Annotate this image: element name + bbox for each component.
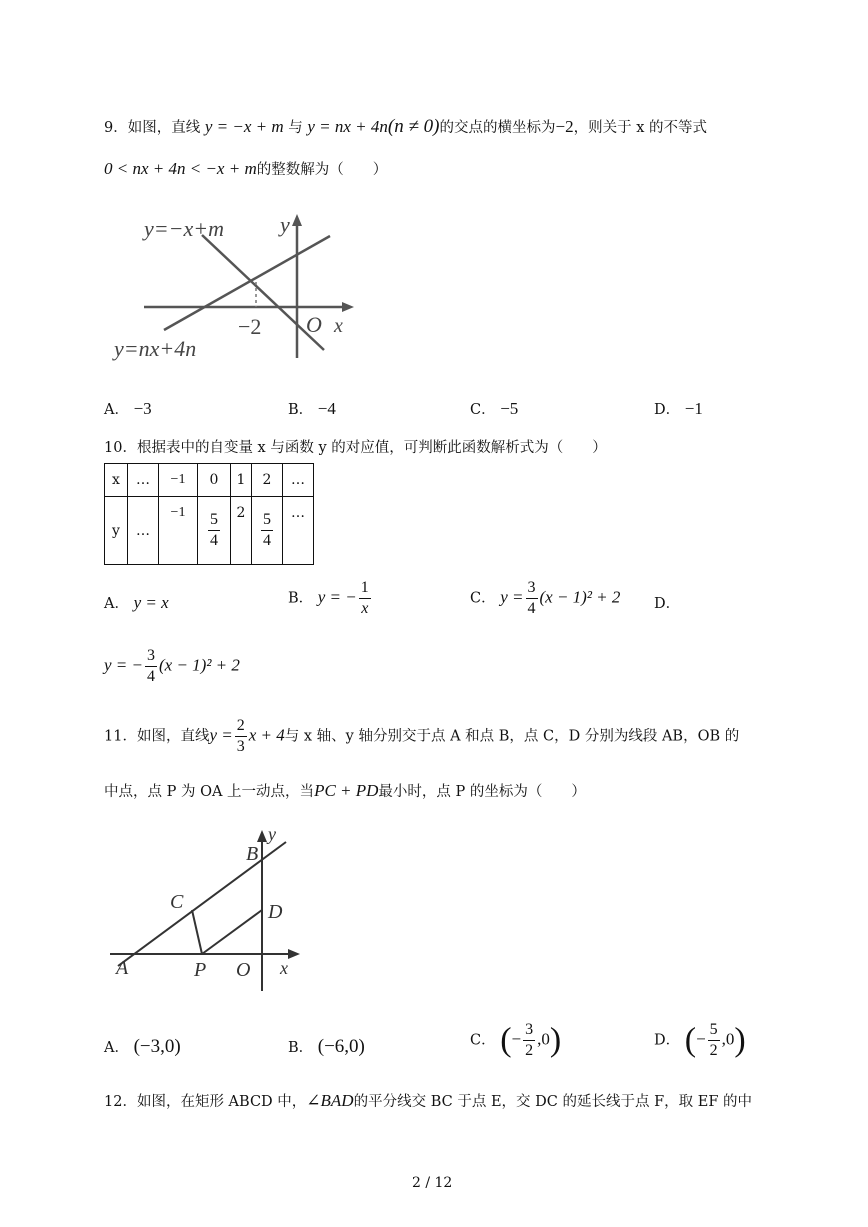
q10-stem: 10．根据表中的自变量 x 与函数 y 的对应值，可判断此函数解析式为（ ） [104, 440, 607, 456]
q11-label-c: C [170, 891, 184, 913]
q10-option-d-key[interactable]: D． [654, 596, 681, 612]
q11-stem-line1: 11．如图，直线y = $\frac{2}{3}$ x + 4与 x 轴、y 轴分别交于点 A 和点 B，点 C，D 分别为线段 AB，OB 的 [104, 717, 740, 755]
q11-label-a: A [116, 957, 129, 979]
q11-figure [106, 826, 306, 996]
q10-cell: 0 [198, 464, 231, 497]
q11-label-o: O [236, 959, 251, 981]
q10-cell: … [283, 464, 314, 497]
q11-segment-pd [202, 910, 262, 954]
q9-x-arrow [342, 302, 354, 312]
q10-cell: y [105, 497, 128, 565]
q9-option-d[interactable]: D． −1 [654, 399, 703, 418]
q11-option-a[interactable]: A． (−3,0) [104, 1036, 181, 1057]
q10-cell: −1 [159, 497, 198, 565]
q9-label-o: O [306, 312, 322, 337]
q9-label-x: x [334, 315, 343, 337]
q11-x-arrow [288, 949, 300, 959]
q11-label-p: P [194, 959, 207, 981]
q10-cell: … [283, 497, 314, 565]
q9-label-line1: y=−x+m [144, 216, 224, 241]
q9-option-c[interactable]: C． −5 [470, 399, 519, 418]
q12-stem-line1: 12．如图，在矩形 ABCD 中，∠BAD的平分线交 BC 于点 E，交 DC 的延长线于点 F，取 EF 的中 [104, 1091, 752, 1110]
q11-label-d: D [268, 901, 283, 923]
q10-option-a[interactable]: A． y = x [104, 593, 169, 612]
q11-line-ab [118, 842, 286, 966]
q11-label-y: y [268, 826, 276, 844]
q11-option-b[interactable]: B． (−6,0) [288, 1036, 365, 1057]
q9-option-b[interactable]: B． −4 [288, 399, 336, 418]
q9-stem-line1: 9．如图，直线 y = −x + m 与 y = nx + 4n(n ≠ 0)的交点的横坐标为−2，则关于 x 的不等式 [104, 116, 707, 137]
q9-option-a[interactable]: A． −3 [104, 399, 152, 418]
q9-y-arrow [292, 214, 302, 226]
q10-cell: $\frac{5}{4}$ [198, 497, 231, 565]
q9-stem-line2: 0 < nx + 4n < −x + m的整数解为（ ） [104, 159, 388, 178]
q11-y-arrow [257, 830, 267, 842]
q9-label-m2: −2 [238, 314, 262, 339]
q10-option-d[interactable]: y = − $\frac{3}{4}$ (x − 1)² + 2 [104, 647, 240, 685]
q10-cell: $\frac{5}{4}$ [252, 497, 283, 565]
q11-stem-line2: 中点，点 P 为 OA 上一动点，当PC + PD最小时，点 P 的坐标为（ ） [104, 781, 586, 800]
q11-label-x: x [280, 958, 288, 978]
q9-figure [108, 200, 370, 372]
q10-cell: … [128, 464, 159, 497]
q10-table-row-y [105, 497, 314, 565]
page-number: 2 / 12 [412, 1175, 453, 1191]
q10-cell: 2 [252, 464, 283, 497]
q10-option-c[interactable]: C． y = $\frac{3}{4}$ (x − 1)² + 2 [470, 579, 621, 617]
q10-cell: … [128, 497, 159, 565]
q10-table-row-x [105, 464, 314, 497]
q10-cell: x [105, 464, 128, 497]
q11-option-d[interactable]: D． (− $\frac{5}{2}$ ,0) [654, 1021, 746, 1059]
q11-segment-pc [192, 910, 202, 954]
q11-option-c[interactable]: C． (− $\frac{3}{2}$ ,0) [470, 1021, 562, 1059]
q11-label-b: B [246, 843, 259, 865]
q9-label-y: y [280, 212, 290, 237]
q10-value-table [104, 463, 314, 565]
q9-label-line2: y=nx+4n [114, 336, 197, 361]
q10-option-b[interactable]: B． y = − $\frac{1}{x}$ [288, 579, 369, 617]
q10-cell: 2 [231, 497, 252, 565]
q10-cell: 1 [231, 464, 252, 497]
q10-cell: −1 [159, 464, 198, 497]
